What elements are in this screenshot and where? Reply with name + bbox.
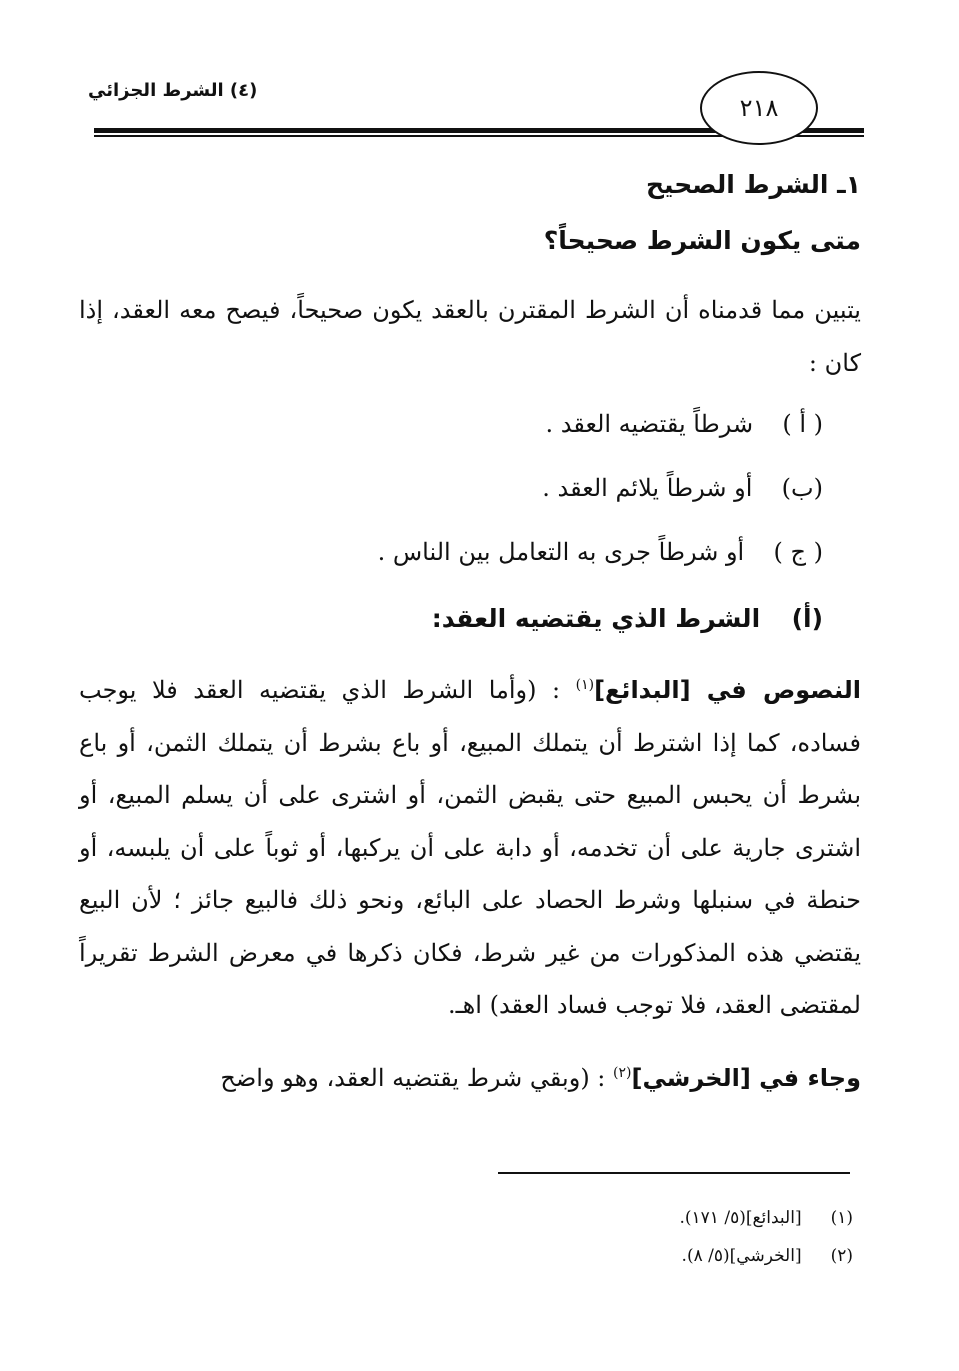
subheading-text: الشرط الذي يقتضيه العقد: bbox=[431, 604, 761, 633]
list-text: أو شرطاً جرى به التعامل بين الناس . bbox=[377, 538, 745, 566]
intro-paragraph: يتبين مما قدمناه أن الشرط المقترن بالعقد يكون صحيحاً، فيصح معه العقد، إذا كان : bbox=[79, 296, 861, 377]
list-text: أو شرطاً يلائم العقد . bbox=[542, 474, 753, 502]
section-heading: ١ـ الشرط الصحيح bbox=[646, 170, 861, 199]
section-question: متى يكون الشرط صحيحاً؟ bbox=[543, 226, 861, 255]
quote-text: : (وأما الشرط الذي يقتضيه العقد فلا يوجب فساده، كما إذا اشترط أن يتملك المبيع، أو باع بشرط أن يتملك الثمن، أو باع بشرط أن يحبس المبيع حتى يقبض الثمن، أو اشترى على أن يسلم المبيع، أو اشترى جارية على أن تخدمه، أو دابة على أن يركبها، أو ثوباً على أن يلبسه، أو حنطة في سنبلها وشرط الحصاد على البائع، ونحو ذلك فالبيع جائز ؛ لأن البيع يقتضي هذه المذكورات من غير شرط، فكان ذكرها في معرض الشرط تقريراً لمقتضى العقد، فلا توجب فساد العقد) اهـ. bbox=[79, 676, 861, 1019]
list-marker: ( ج ) bbox=[773, 538, 823, 566]
page-number: ٢١٨ bbox=[739, 94, 779, 122]
quote-paragraph-kharshi bbox=[79, 1052, 861, 1105]
running-header: (٤) الشرط الجزائي bbox=[88, 80, 258, 101]
footnote-number: (١) bbox=[830, 1208, 853, 1228]
page-number-oval bbox=[700, 71, 818, 145]
list-marker: (ب) bbox=[781, 474, 823, 502]
footnote-text: [الخرشي](٥/ ٨). bbox=[681, 1246, 802, 1266]
subheading-marker: (أ) bbox=[791, 604, 823, 633]
list-item bbox=[542, 474, 823, 502]
footnote-number: (٢) bbox=[830, 1246, 853, 1266]
quote-lead: النصوص في [البدائع] bbox=[594, 676, 861, 704]
footnote-divider bbox=[498, 1172, 850, 1174]
list-item bbox=[546, 410, 824, 438]
list-text: شرطاً يقتضيه العقد . bbox=[545, 410, 754, 438]
list-marker: ( أ ) bbox=[782, 410, 823, 438]
footnote-ref[interactable]: (٢) bbox=[613, 1065, 632, 1081]
footnote-ref[interactable]: (١) bbox=[575, 677, 595, 693]
quote-text: : (وبقي شرط يقتضيه العقد، وهو واضح bbox=[220, 1064, 606, 1092]
footnote-text: [البدائع](٥/ ١٧١). bbox=[679, 1208, 802, 1228]
quote-paragraph-badaie bbox=[79, 664, 861, 1032]
quote-lead: وجاء في [الخرشي] bbox=[631, 1064, 861, 1092]
footnote bbox=[680, 1208, 854, 1228]
list-item bbox=[378, 538, 823, 566]
footnote bbox=[682, 1246, 853, 1266]
subheading bbox=[432, 604, 823, 633]
